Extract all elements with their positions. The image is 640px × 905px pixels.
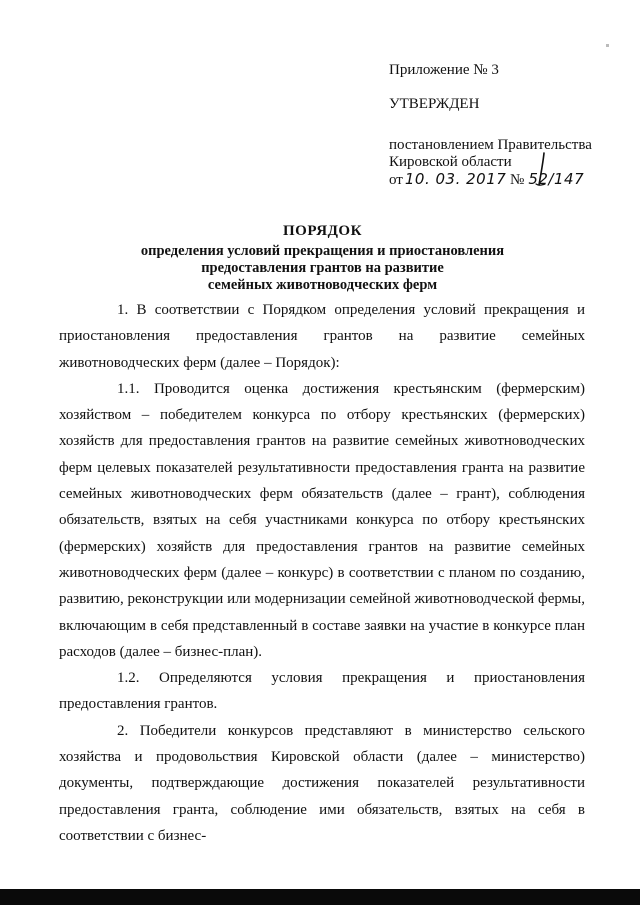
paragraph-2: 2. Победители конкурсов представляют в министерство сельского хозяйства и продовольствия Кировской области (далее – министерство) документы, подтверждающие достижения показателей результативности предоставления гранта, соблюдение ими обязательств, взятых на себя в соответствии с бизнес- xyxy=(59,722,585,844)
decree-line-3 xyxy=(389,171,592,189)
appendix-label: Приложение № 3 xyxy=(389,62,499,78)
scan-bottom-edge xyxy=(0,889,640,905)
document-title-block xyxy=(60,222,585,294)
signature-stroke-icon xyxy=(530,151,554,189)
handwritten-number: 52/147 xyxy=(528,170,585,188)
paragraph-1: 1. В соответствии с Порядком определения условий прекращения и приостановления предоставления грантов на развитие семейных животноводческих ферм (далее – Порядок): xyxy=(59,302,585,371)
decree-line-1: постановлением Правительства xyxy=(389,137,592,153)
decree-line-2: Кировской области xyxy=(389,154,512,170)
scan-artifact xyxy=(606,44,609,47)
paragraph-1-2: 1.2. Определяются условия прекращения и приостановления предоставления грантов. xyxy=(59,670,585,713)
handwritten-date: 10. 03. 2017 xyxy=(404,170,507,188)
subtitle-line-1: определения условий прекращения и приостановления xyxy=(140,243,505,259)
decree-date-prefix: от xyxy=(389,172,403,188)
subtitle-line-3: семейных животноводческих ферм xyxy=(207,277,438,293)
subtitle-line-2: предоставления грантов на развитие xyxy=(201,260,444,276)
decree-number-label: № xyxy=(510,172,525,188)
decree-reference xyxy=(389,137,592,189)
document-subtitle xyxy=(60,243,585,294)
paragraph-1-1: 1.1. Проводится оценка достижения крестьянским (фермерским) хозяйством – победителем конкурса по отбору крестьянских (фермерских) хозяйств для предоставления грантов на развитие семейных животноводческих ферм целевых показателей результативности предоставления гранта на развитие семейных животноводческих ферм обязательств (далее – грант), соблюдения обязательств, взятых на себя участниками конкурса по отбору крестьянских (фермерских) хозяйств для предоставления грантов на развитие семейных животноводческих ферм (далее – конкурс) в соответствии с планом по созданию, развитию, реконструкции или модернизации семейной животноводческой фермы, включающим в себя представленный в составе заявки на участие в конкурсе план расходов (далее – бизнес-план). xyxy=(59,380,585,660)
document-body xyxy=(59,297,585,849)
document-title: ПОРЯДОК xyxy=(283,223,362,239)
approved-label: УТВЕРЖДЕН xyxy=(389,96,480,112)
